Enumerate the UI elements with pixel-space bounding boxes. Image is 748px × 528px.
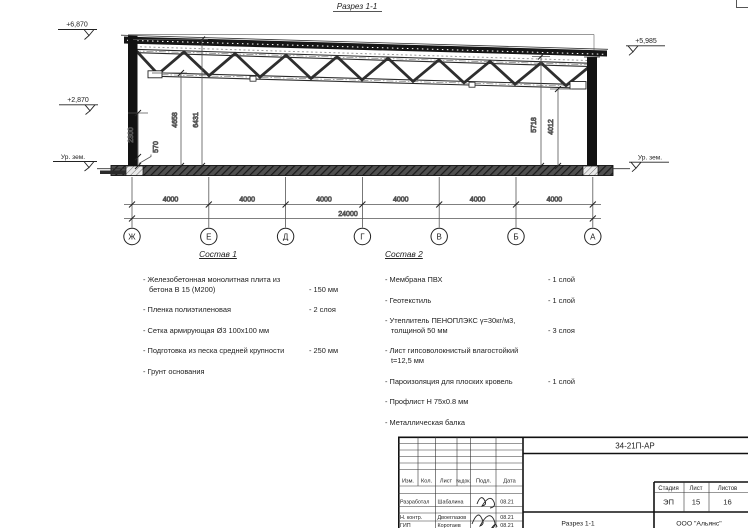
span-dim: 4000 — [393, 196, 409, 204]
elevation-mark-ground-left — [53, 154, 97, 171]
col-ndok: №док. — [456, 478, 471, 485]
building-section — [97, 35, 630, 176]
span-dim: 4000 — [162, 196, 179, 204]
row-name: Коротаев — [437, 523, 461, 528]
floor-slab — [111, 166, 613, 176]
signature — [472, 515, 497, 528]
row-name: Двоеглазов — [437, 514, 467, 521]
span-dim: 4000 — [469, 196, 486, 204]
floor-edge-left — [100, 171, 126, 175]
dimensions-bottom — [124, 177, 601, 228]
elevation-mark-ground-right — [629, 155, 669, 172]
row-role: ГИП — [400, 523, 411, 528]
axis-label: Д — [282, 232, 289, 242]
dim-6431: 6431 — [193, 112, 200, 128]
company-name: ООО "Альянс" — [676, 520, 722, 528]
total-dim: 24000 — [338, 211, 358, 218]
list-item: - Сетка армирующая Ø3 100х100 мм — [143, 325, 270, 335]
elevation-mark-top-left — [58, 22, 97, 40]
col-data: Дата — [503, 478, 516, 485]
elevation-value: Ур. зем. — [60, 154, 86, 161]
list-item: - Пароизоляция для плоских кровель - 1 слой — [385, 376, 575, 386]
list-item: - Утеплитель ПЕНОПЛЭКС γ=30кг/м3, толщиной 50 мм - 3 слоя — [385, 316, 575, 335]
section-name: Разрез 1-1 — [561, 520, 595, 528]
row-role: Разработал — [400, 499, 430, 506]
row-date: 08.21 — [500, 523, 514, 528]
dim-570: 570 — [153, 141, 160, 153]
list-item: - Мембрана ПВХ - 1 слой — [385, 274, 575, 284]
composition-1 — [143, 249, 358, 388]
dim-4012: 4012 — [548, 119, 555, 135]
col-kol: Кол. — [420, 478, 433, 485]
span-dim: 4000 — [316, 196, 332, 204]
composition-2 — [385, 249, 595, 439]
sheets-label: Листов — [717, 486, 738, 492]
list-item: - Подготовка из песка средней крупности - 250 мм — [143, 346, 339, 356]
list-item: - Пленка полиэтиленовая - 2 слоя — [143, 305, 336, 315]
span-dim: 4000 — [239, 196, 255, 204]
axis-label: Б — [513, 232, 519, 242]
row-role: Н. контр. — [400, 514, 423, 521]
elevation-value: +2,870 — [67, 97, 89, 104]
view-title-text: Разрез 1-1 — [336, 2, 378, 11]
composition-2-title: Состав 2 — [385, 249, 423, 259]
elevation-value: Ур. зем. — [637, 154, 663, 162]
axis-label: Г — [360, 232, 365, 242]
sheet-label: Лист — [689, 486, 703, 492]
title-block — [398, 437, 748, 528]
stage-value: ЭП — [663, 497, 674, 507]
elevation-mark-mid-left — [59, 97, 98, 115]
truss-right-end-plate — [570, 82, 586, 90]
doc-number: 34-21П-АР — [615, 441, 655, 451]
axis-label: Е — [206, 232, 212, 242]
truss-gusset — [469, 82, 475, 87]
elevation-mark-top-right — [626, 38, 665, 55]
list-item: - Металлическая балка — [385, 417, 465, 427]
truss-left-end-plate — [148, 71, 162, 78]
floor-hatch-left — [126, 166, 143, 176]
list-item: - Лист гипсоволокнистый влагостойкий t=12,5 мм — [385, 346, 519, 366]
sheet-value: 15 — [691, 497, 701, 507]
col-izm: Изм. — [402, 478, 414, 485]
row-date: 08.21 — [500, 499, 514, 506]
list-item: - Профлист Н 75х0.8 мм — [385, 397, 469, 407]
row-date: 08.21 — [500, 514, 514, 521]
view-title — [333, 2, 382, 12]
axis-bubbles — [124, 228, 601, 244]
dim-5718: 5718 — [531, 117, 538, 133]
truss-gusset — [250, 76, 256, 81]
list-item: - Грунт основания — [143, 367, 205, 377]
col-list: Лист — [439, 478, 453, 485]
axis-label: А — [590, 232, 596, 242]
elevation-value: +5,985 — [635, 38, 657, 45]
axis-label: В — [436, 232, 442, 242]
list-item: - Геотекстиль - 1 слой — [385, 295, 575, 305]
truss-bottom-chord — [149, 73, 580, 89]
composition-1-title: Состав 1 — [199, 249, 237, 259]
floor-hatch-right — [583, 166, 598, 176]
stage-label: Стадия — [658, 486, 679, 492]
col-podl: Подл. — [475, 478, 492, 485]
span-dim: 4000 — [546, 196, 563, 204]
axis-label: Ж — [128, 232, 136, 242]
list-item: - Железобетонная монолитная плита из бетона В 15 (М200) - 150 мм — [143, 274, 339, 294]
row-name: Шабалина — [437, 499, 464, 506]
sheets-value: 16 — [723, 497, 732, 507]
dim-4658: 4658 — [172, 112, 179, 128]
elevation-value: +6,870 — [66, 21, 88, 29]
right-column — [587, 57, 597, 168]
frame-corner-mark — [737, 0, 748, 8]
dim-2300: 2300 — [128, 127, 135, 143]
left-column — [128, 36, 138, 169]
